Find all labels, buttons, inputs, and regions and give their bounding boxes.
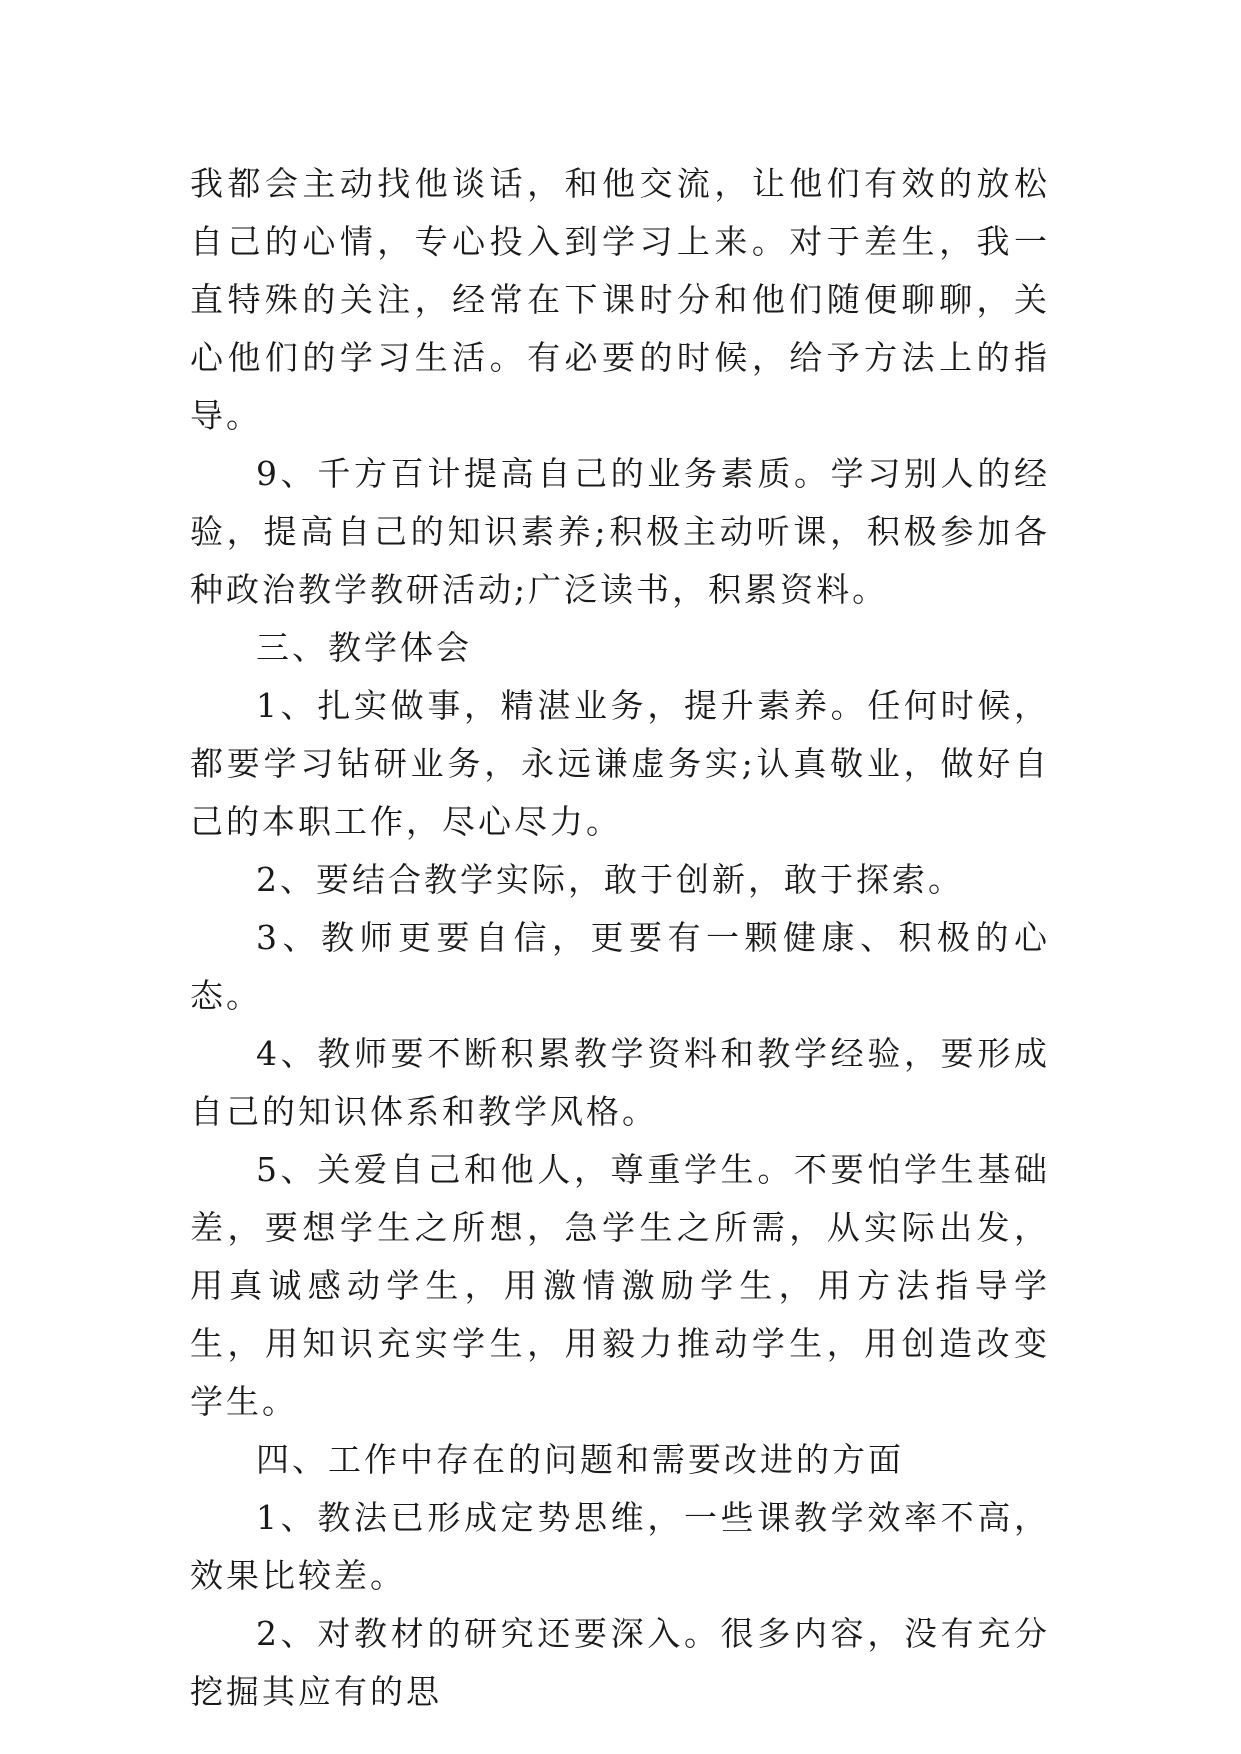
paragraph-problem-1: 1、教法已形成定势思维，一些课教学效率不高，效果比较差。 [190, 1498, 1050, 1595]
paragraph-item-1: 1、扎实做事，精湛业务，提升素养。任何时候，都要学习钻研业务，永远谦虚务实;认真敬业，做好自己的本职工作，尽心尽力。 [190, 686, 1050, 841]
paragraph-item-2: 2、要结合教学实际，敢于创新，敢于探索。 [256, 860, 964, 899]
paragraph-item-4: 4、教师要不断积累教学资料和教学经验，要形成自己的知识体系和教学风格。 [190, 1034, 1050, 1131]
paragraph-item-3: 3、教师更要自信，更要有一颗健康、积极的心态。 [190, 918, 1050, 1015]
section-heading-4: 四、工作中存在的问题和需要改进的方面 [256, 1440, 904, 1479]
paragraph-item-9: 9、千方百计提高自己的业务素质。学习别人的经验，提高自己的知识素养;积极主动听课，积极参加各种政治教学教研活动;广泛读书，积累资料。 [190, 454, 1050, 609]
paragraph-problem-2: 2、对教材的研究还要深入。很多内容，没有充分挖掘其应有的思 [190, 1614, 1050, 1711]
paragraph-continuation: 我都会主动找他谈话，和他交流，让他们有效的放松自己的心情，专心投入到学习上来。对于差生，我一直特殊的关注，经常在下课时分和他们随便聊聊，关心他们的学习生活。有必要的时候，给予方法上的指导。 [190, 164, 1050, 435]
document-body [190, 155, 1050, 1721]
paragraph-item-5: 5、关爱自己和他人，尊重学生。不要怕学生基础差，要想学生之所想，急学生之所需，从实际出发，用真诚感动学生，用激情激励学生，用方法指导学生，用知识充实学生，用毅力推动学生，用创造改变学生。 [190, 1150, 1050, 1421]
section-heading-3: 三、教学体会 [256, 628, 472, 667]
